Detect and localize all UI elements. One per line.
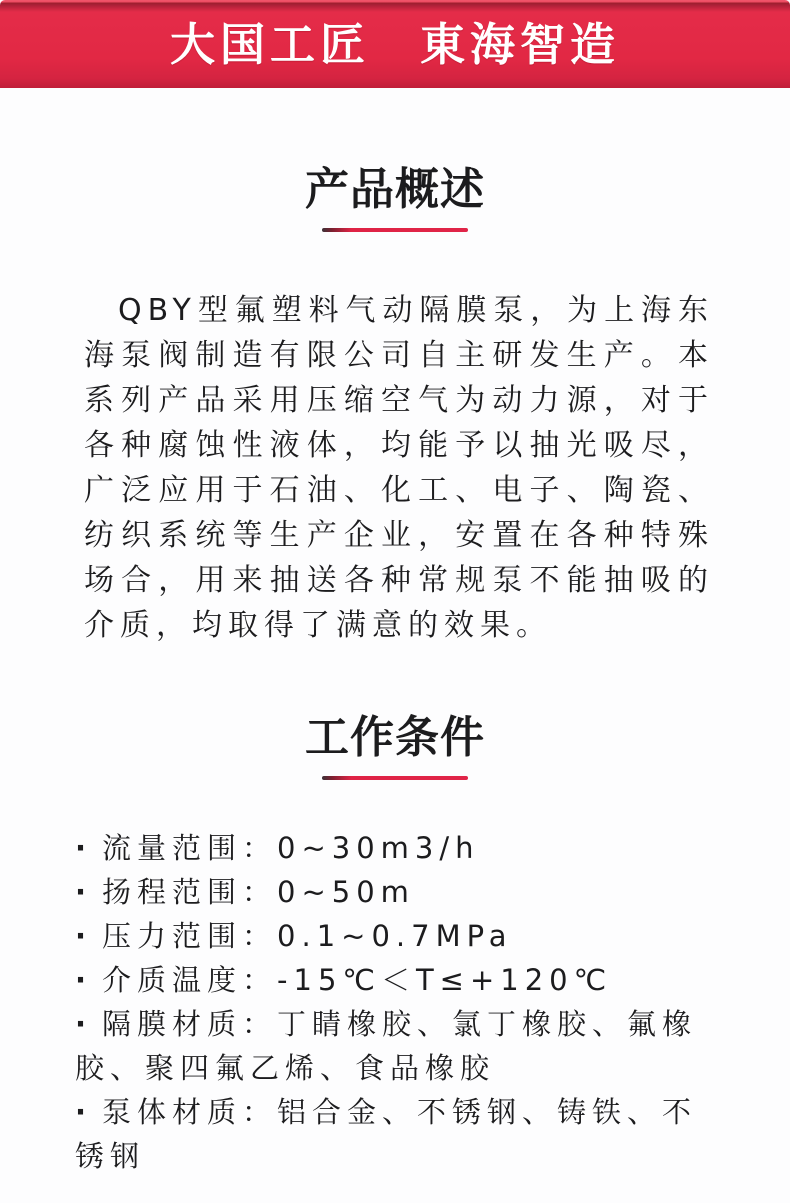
brand-banner xyxy=(0,0,790,88)
condition-item-text: 流量范围：0~30m3/h xyxy=(102,831,480,865)
condition-item-pump-body-material xyxy=(75,1090,716,1178)
bullet-marker: · xyxy=(75,919,93,953)
condition-item-text: 隔膜材质：丁睛橡胶、氯丁橡胶、氟橡胶、聚四氟乙烯、食品橡胶 xyxy=(75,1007,698,1085)
condition-item-text: 泵体材质：铝合金、不锈钢、铸铁、不锈钢 xyxy=(75,1095,698,1173)
condition-item-pressure-range xyxy=(75,914,716,958)
condition-item-flow-range xyxy=(75,826,716,870)
condition-item-text: 扬程范围：0~50m xyxy=(102,875,415,909)
bullet-marker: · xyxy=(75,1007,93,1041)
condition-item-diaphragm-material xyxy=(75,1002,716,1090)
bullet-marker: · xyxy=(75,875,93,909)
conditions-section-header xyxy=(0,714,790,780)
bullet-marker: · xyxy=(75,1095,93,1129)
overview-section-title: 产品概述 xyxy=(305,164,485,215)
conditions-list xyxy=(75,826,716,1178)
condition-item-text: 介质温度：-15℃＜T≤+120℃ xyxy=(102,963,613,997)
bullet-marker: · xyxy=(75,831,93,865)
conditions-title-underline xyxy=(322,776,468,780)
overview-section-header xyxy=(0,166,790,232)
condition-item-medium-temperature xyxy=(75,958,716,1002)
conditions-section-title: 工作条件 xyxy=(305,712,485,763)
overview-paragraph: QBY型氟塑料气动隔膜泵，为上海东海泵阀制造有限公司自主研发生产。本系列产品采用压缩空气为动力源，对于各种腐蚀性液体，均能予以抽光吸尽，广泛应用于石油、化工、电子、陶瓷、纺织系统等生产企业，安置在各种特殊场合，用来抽送各种常规泵不能抽吸的介质，均取得了满意的效果。 xyxy=(84,293,714,643)
bullet-marker: · xyxy=(75,963,93,997)
brand-slogan: 大国工匠 東海智造 xyxy=(169,17,620,71)
condition-item-head-range xyxy=(75,870,716,914)
condition-item-text: 压力范围：0.1~0.7MPa xyxy=(102,919,513,953)
overview-title-underline xyxy=(322,228,468,232)
